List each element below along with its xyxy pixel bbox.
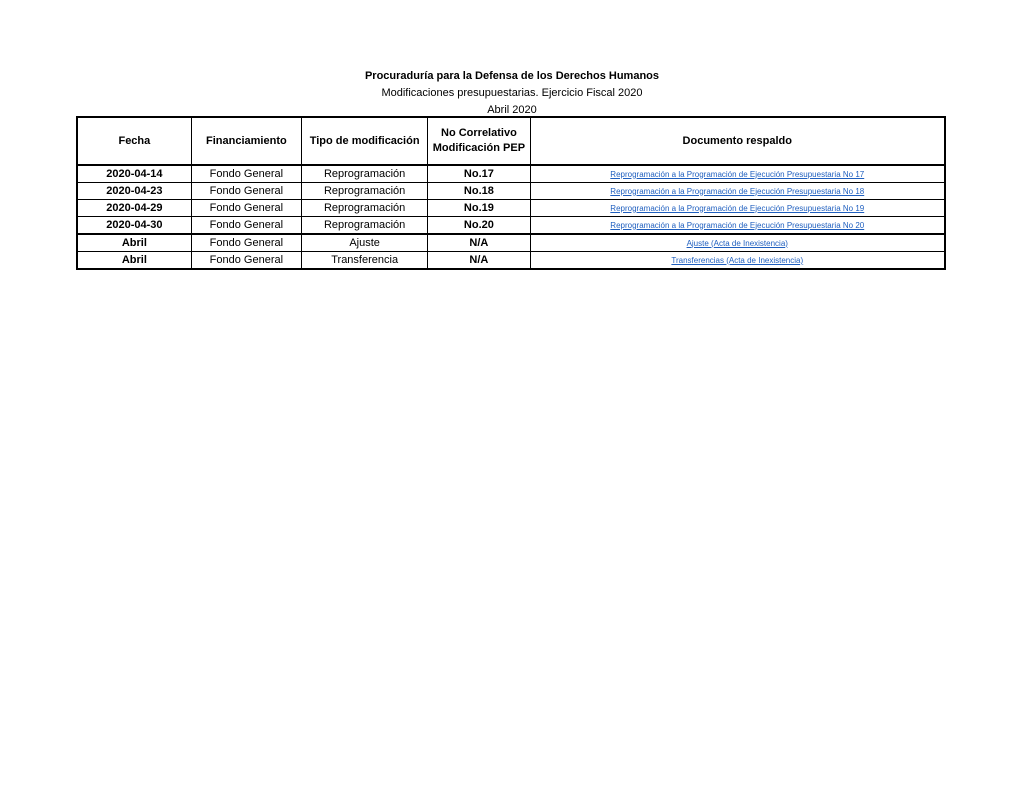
column-header-tipo: Tipo de modificación <box>302 117 428 165</box>
cell-correlativo: N/A <box>428 234 530 252</box>
cell-fecha: 2020-04-23 <box>77 183 191 200</box>
cell-fecha: 2020-04-30 <box>77 217 191 235</box>
cell-tipo: Reprogramación <box>302 165 428 183</box>
cell-documento <box>530 217 945 235</box>
document-link[interactable]: Ajuste (Acta de Inexistencia) <box>686 238 788 248</box>
cell-tipo: Reprogramación <box>302 183 428 200</box>
cell-correlativo: No.20 <box>428 217 530 235</box>
table-row <box>77 234 945 252</box>
cell-documento <box>530 252 945 270</box>
table-row <box>77 165 945 183</box>
cell-financiamiento: Fondo General <box>191 183 301 200</box>
cell-financiamiento: Fondo General <box>191 252 301 270</box>
page-title: Procuraduría para la Defensa de los Derechos Humanos <box>364 70 660 82</box>
budget-modifications-table <box>76 116 946 270</box>
cell-financiamiento: Fondo General <box>191 234 301 252</box>
cell-financiamiento: Fondo General <box>191 217 301 235</box>
document-link[interactable]: Reprogramación a la Programación de Ejecución Presupuestaria No 20 <box>610 220 865 230</box>
cell-correlativo: No.18 <box>428 183 530 200</box>
cell-tipo: Transferencia <box>302 252 428 270</box>
column-header-correlativo-line2: Modificación PEP <box>432 142 526 154</box>
page-period: Abril 2020 <box>487 104 537 116</box>
document-link[interactable]: Reprogramación a la Programación de Ejecución Presupuestaria No 18 <box>610 186 865 196</box>
table-row <box>77 183 945 200</box>
table-row <box>77 200 945 217</box>
cell-documento <box>530 234 945 252</box>
cell-tipo: Reprogramación <box>302 217 428 235</box>
cell-documento <box>530 183 945 200</box>
cell-tipo: Reprogramación <box>302 200 428 217</box>
column-header-fecha: Fecha <box>77 117 191 165</box>
document-link[interactable]: Reprogramación a la Programación de Ejecución Presupuestaria No 17 <box>610 169 865 179</box>
document-link[interactable]: Reprogramación a la Programación de Ejecución Presupuestaria No 19 <box>610 203 865 213</box>
cell-documento <box>530 165 945 183</box>
page-subtitle: Modificaciones presupuestarias. Ejercicio Fiscal 2020 <box>381 87 643 99</box>
document-header <box>0 68 1024 119</box>
table-row <box>77 252 945 270</box>
table-row <box>77 217 945 235</box>
cell-documento <box>530 200 945 217</box>
column-header-financiamiento: Financiamiento <box>191 117 301 165</box>
cell-fecha: Abril <box>77 234 191 252</box>
cell-correlativo: No.17 <box>428 165 530 183</box>
column-header-correlativo <box>428 117 530 165</box>
cell-financiamiento: Fondo General <box>191 200 301 217</box>
cell-financiamiento: Fondo General <box>191 165 301 183</box>
cell-fecha: 2020-04-29 <box>77 200 191 217</box>
document-link[interactable]: Transferencias (Acta de Inexistencia) <box>671 255 804 265</box>
cell-fecha: 2020-04-14 <box>77 165 191 183</box>
column-header-correlativo-line1: No Correlativo <box>441 127 517 139</box>
table-header-row <box>77 117 945 165</box>
cell-correlativo: N/A <box>428 252 530 270</box>
cell-tipo: Ajuste <box>302 234 428 252</box>
cell-fecha: Abril <box>77 252 191 270</box>
cell-correlativo: No.19 <box>428 200 530 217</box>
column-header-documento: Documento respaldo <box>530 117 945 165</box>
